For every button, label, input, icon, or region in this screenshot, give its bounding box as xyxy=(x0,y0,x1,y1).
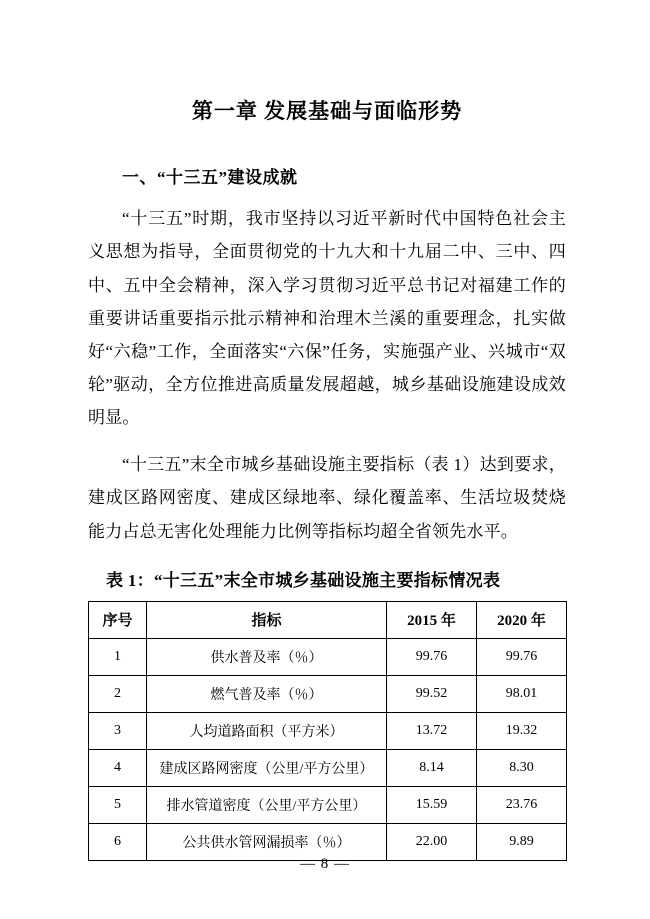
table-row xyxy=(89,675,567,712)
cell-2020: 8.30 xyxy=(477,749,567,786)
cell-indicator: 公共供水管网漏损率（％） xyxy=(147,823,387,860)
cell-2015: 8.14 xyxy=(387,749,477,786)
cell-index: 3 xyxy=(89,712,147,749)
table-row xyxy=(89,712,567,749)
table-row xyxy=(89,823,567,860)
table-row xyxy=(89,786,567,823)
column-header-index: 序号 xyxy=(89,601,147,638)
cell-2015: 99.76 xyxy=(387,638,477,675)
cell-indicator: 人均道路面积（平方米） xyxy=(147,712,387,749)
cell-2015: 13.72 xyxy=(387,712,477,749)
cell-index: 2 xyxy=(89,675,147,712)
indicators-table xyxy=(88,601,567,861)
cell-2020: 9.89 xyxy=(477,823,567,860)
cell-indicator: 建成区路网密度（公里/平方公里） xyxy=(147,749,387,786)
cell-2015: 15.59 xyxy=(387,786,477,823)
cell-2020: 98.01 xyxy=(477,675,567,712)
paragraph-2: “十三五”末全市城乡基础设施主要指标（表 1）达到要求，建成区路网密度、建成区绿地率、绿化覆盖率、生活垃圾焚烧能力占总无害化处理能力比例等指标均超全省领先水平。 xyxy=(88,455,566,541)
page-content xyxy=(88,0,566,861)
table-row xyxy=(89,638,567,675)
cell-indicator: 排水管道密度（公里/平方公里） xyxy=(147,786,387,823)
cell-index: 6 xyxy=(89,823,147,860)
table-row xyxy=(89,749,567,786)
chapter-title: 第一章 发展基础与面临形势 xyxy=(191,99,463,123)
cell-index: 1 xyxy=(89,638,147,675)
cell-2020: 19.32 xyxy=(477,712,567,749)
table-header-row xyxy=(89,601,567,638)
cell-indicator: 供水普及率（％） xyxy=(147,638,387,675)
cell-2015: 99.52 xyxy=(387,675,477,712)
cell-2020: 99.76 xyxy=(477,638,567,675)
section-title: 一、“十三五”建设成就 xyxy=(122,168,298,188)
paragraph-1: “十三五”时期，我市坚持以习近平新时代中国特色社会主义思想为指导，全面贯彻党的十九大和十九届二中、三中、四中、五中全会精神，深入学习贯彻习近平总书记对福建工作的重要讲话重要指示批示精神和治理木兰溪的重要理念，扎实做好“六稳”工作，全面落实“六保”任务，实施强产业、兴城市“双轮”驱动，全方位推进高质量发展超越，城乡基础设施建设成效明显。 xyxy=(88,209,566,428)
cell-index: 4 xyxy=(89,749,147,786)
column-header-2020: 2020 年 xyxy=(477,601,567,638)
column-header-indicator: 指标 xyxy=(147,601,387,638)
column-header-2015: 2015 年 xyxy=(387,601,477,638)
cell-2015: 22.00 xyxy=(387,823,477,860)
page-number: — 8 — xyxy=(300,856,350,872)
cell-2020: 23.76 xyxy=(477,786,567,823)
cell-index: 5 xyxy=(89,786,147,823)
table-caption: 表 1：“十三五”末全市城乡基础设施主要指标情况表 xyxy=(106,570,501,590)
cell-indicator: 燃气普及率（％） xyxy=(147,675,387,712)
